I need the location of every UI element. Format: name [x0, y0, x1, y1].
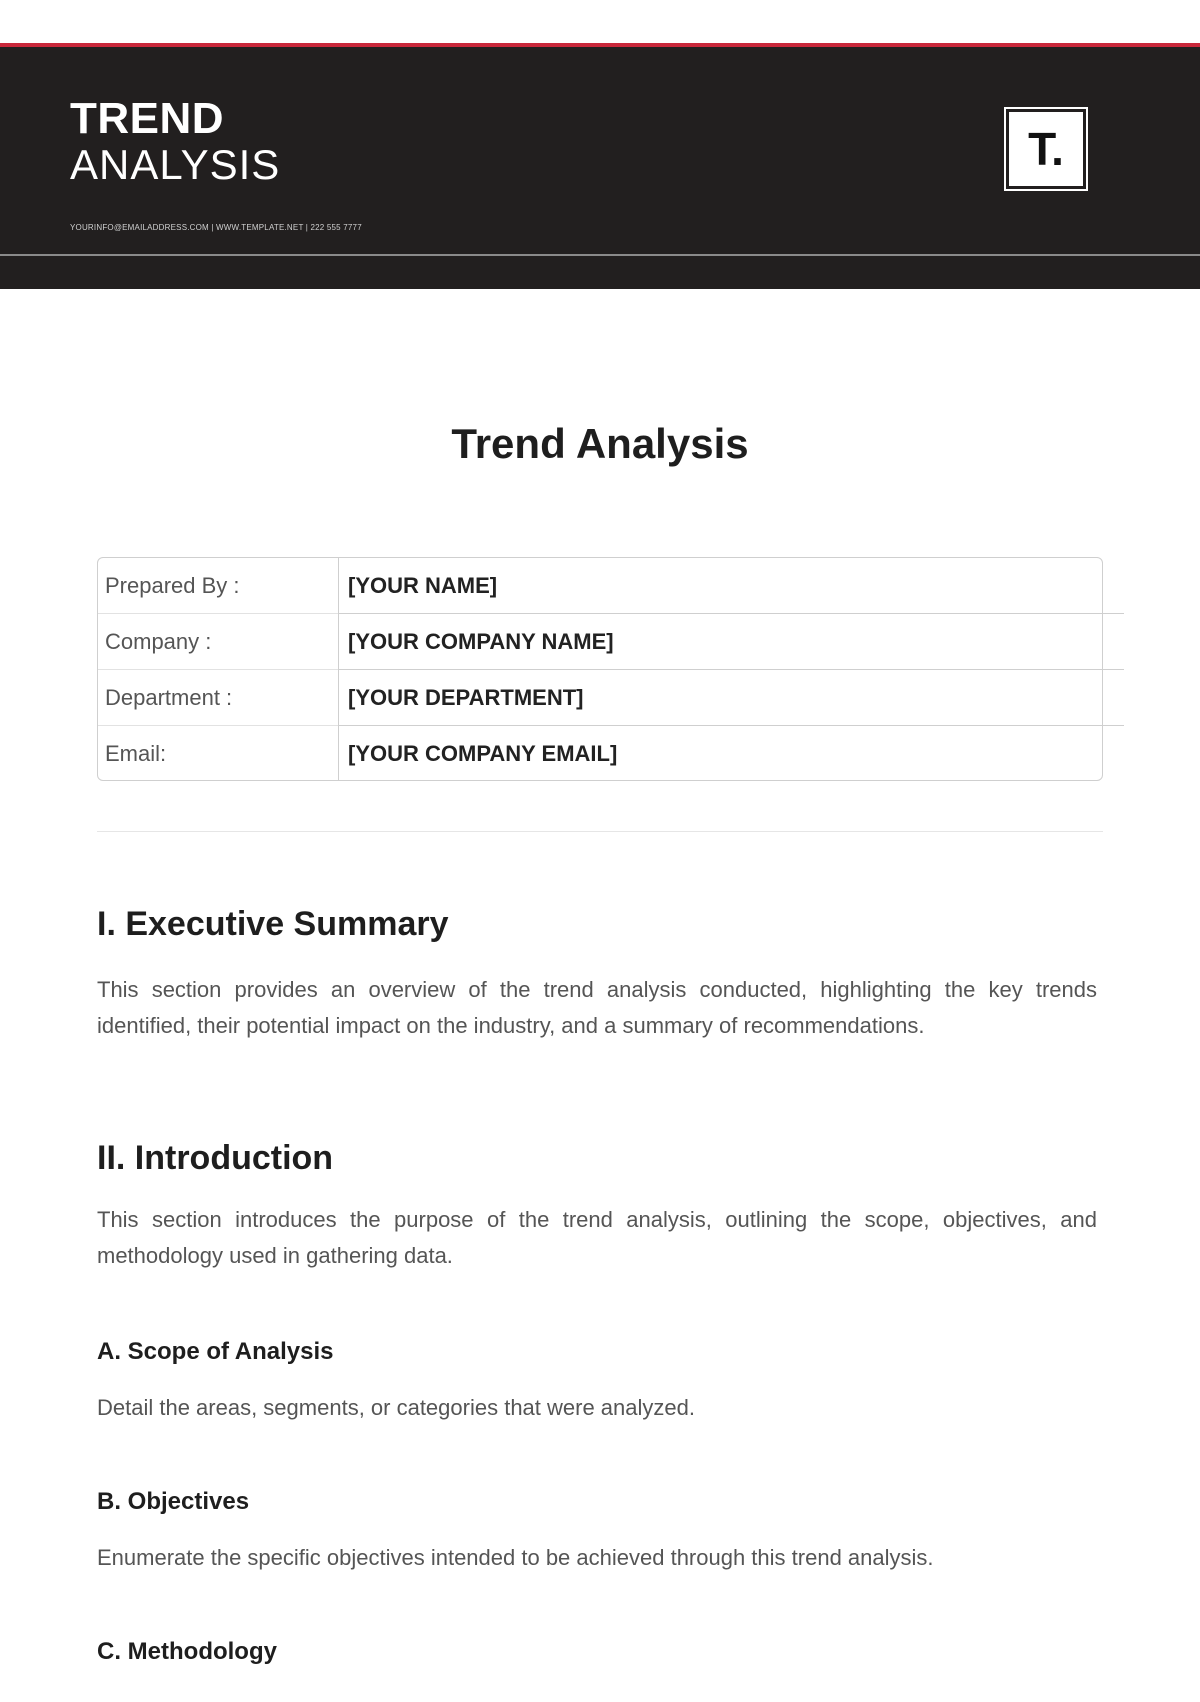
- info-row-prepared-by: [98, 558, 1102, 614]
- info-row-email: [98, 726, 1102, 782]
- brand-title-line2: ANALYSIS: [70, 141, 281, 188]
- header-banner: [0, 43, 1200, 289]
- subsection-heading-scope: A. Scope of Analysis: [97, 1338, 334, 1365]
- info-table: [97, 557, 1103, 781]
- subsection-body-scope: Detail the areas, segments, or categories that were analyzed.: [97, 1395, 695, 1420]
- section-heading-introduction: II. Introduction: [97, 1139, 334, 1177]
- subsection-heading-objectives: B. Objectives: [97, 1488, 250, 1515]
- info-value: [YOUR DEPARTMENT]: [348, 685, 584, 710]
- section-body-introduction: This section introduces the purpose of the trend analysis, outlining the scope, objectives, and methodology used in gathering data.: [97, 1207, 1097, 1268]
- header-divider: [0, 254, 1200, 256]
- section-heading-executive-summary: I. Executive Summary: [97, 905, 449, 943]
- logo-icon: T.: [1006, 109, 1086, 189]
- document-title: Trend Analysis: [451, 420, 749, 467]
- info-value: [YOUR NAME]: [348, 573, 498, 598]
- section-body-executive-summary: This section provides an overview of the trend analysis conducted, highlighting the key trends identified, their potential impact on the industry, and a summary of recommendations.: [97, 977, 1097, 1038]
- info-row-department: [98, 670, 1102, 726]
- info-row-company: [98, 614, 1102, 670]
- info-label: Email:: [105, 741, 167, 766]
- info-value: [YOUR COMPANY EMAIL]: [348, 741, 618, 766]
- info-label: Company :: [105, 629, 212, 654]
- info-label: Prepared By :: [105, 573, 240, 598]
- brand-title-line1: TREND: [70, 94, 225, 143]
- contact-info: YOURINFO@EMAILADDRESS.COM | WWW.TEMPLATE.NET | 222 555 7777: [70, 223, 362, 232]
- info-value: [YOUR COMPANY NAME]: [348, 629, 614, 654]
- info-label: Department :: [105, 685, 233, 710]
- section-divider: [97, 831, 1103, 832]
- subsection-body-objectives: Enumerate the specific objectives intended to be achieved through this trend analysis.: [97, 1545, 934, 1570]
- subsection-heading-methodology: C. Methodology: [97, 1638, 277, 1665]
